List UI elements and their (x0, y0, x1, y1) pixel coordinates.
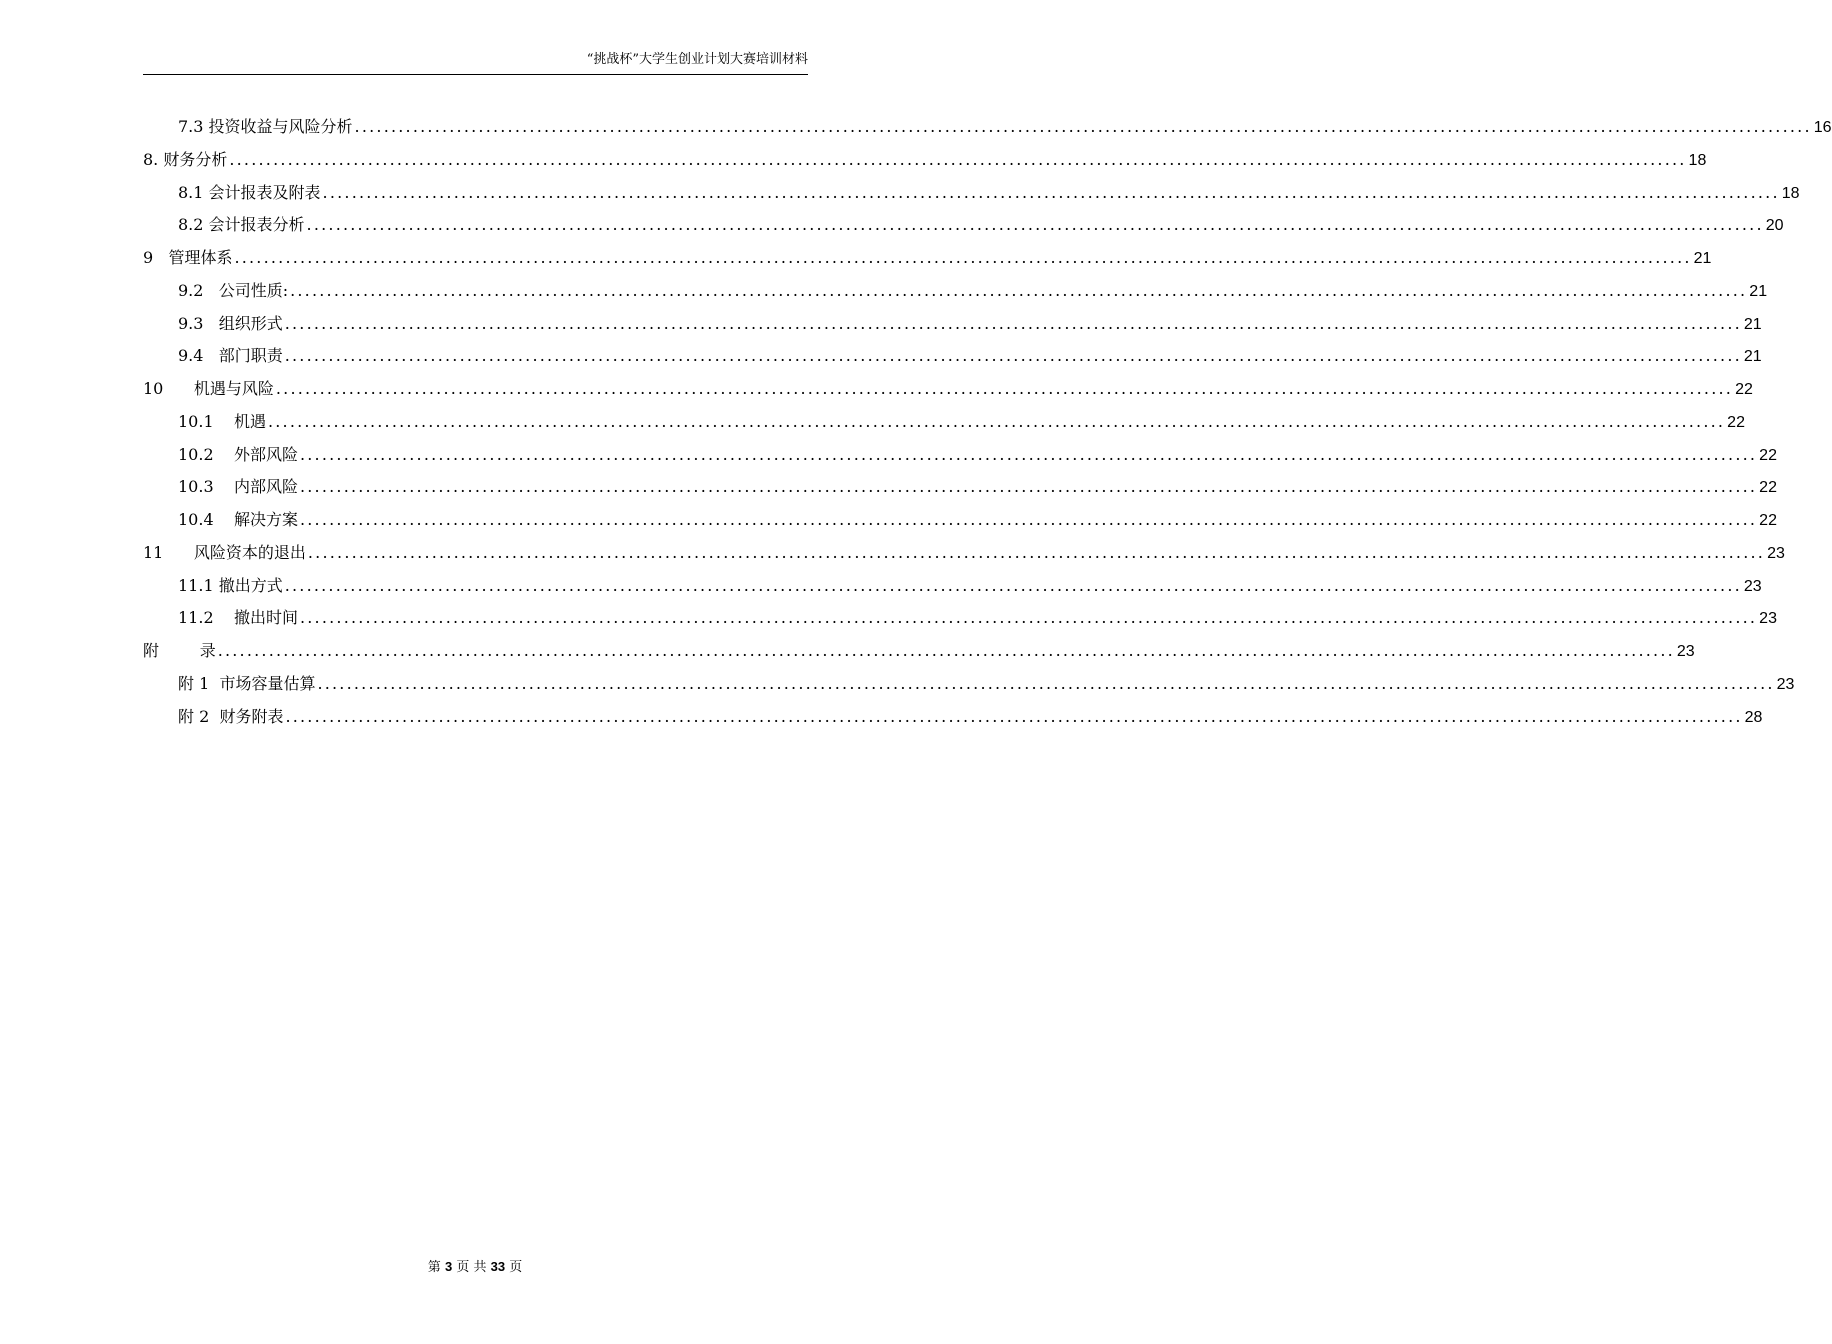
toc-entry-page: 22 (1735, 381, 1753, 398)
toc-entry-title: 10.3 内部风险 (178, 477, 298, 497)
footer-middle: 页 共 (456, 1260, 487, 1275)
toc-entry-page: 23 (1676, 643, 1695, 660)
toc-dot-leader: ........................................................................................................................................................................................................ (229, 149, 1687, 169)
toc-entry-title: 9.4 部门职责 (178, 346, 283, 366)
toc-dot-leader: ........................................................................................................................................................................................................ (317, 673, 1775, 693)
toc-entry-page: 20 (1765, 217, 1784, 235)
toc-entry-page: 16 (1813, 119, 1832, 136)
toc-entry[interactable] (143, 703, 1763, 736)
page-header (143, 50, 808, 75)
table-of-contents (143, 113, 1832, 735)
toc-entry[interactable] (143, 572, 1762, 605)
toc-entry-title: 附 录 (143, 641, 216, 660)
toc-dot-leader: ........................................................................................................................................................................................................ (275, 379, 1734, 398)
footer-current-page: 3 (444, 1259, 453, 1274)
toc-entry-title: 8. 财务分析 (143, 149, 228, 169)
toc-entry[interactable] (143, 113, 1832, 146)
toc-entry-page: 21 (1693, 250, 1712, 267)
toc-entry-title: 10 机遇与风险 (143, 379, 274, 398)
toc-entry-title: 11.1 撤出方式 (178, 575, 283, 595)
toc-entry-title: 8.2 会计报表分析 (178, 215, 305, 235)
toc-entry-title: 7.3 投资收益与风险分析 (178, 117, 353, 136)
toc-entry[interactable] (143, 342, 1762, 375)
toc-entry[interactable] (143, 375, 1753, 408)
toc-dot-leader: ........................................................................................................................................................................................................ (284, 575, 1742, 595)
toc-dot-leader: ........................................................................................................................................................................................................ (299, 510, 1758, 529)
toc-entry-page: 23 (1743, 577, 1762, 595)
footer-total-pages: 33 (490, 1259, 506, 1274)
toc-dot-leader: ........................................................................................................................................................................................................ (284, 346, 1742, 366)
toc-entry-title: 附 1 市场容量估算 (178, 673, 316, 693)
toc-dot-leader: ........................................................................................................................................................................................................ (299, 477, 1758, 497)
page-footer (0, 1257, 950, 1278)
toc-dot-leader: ........................................................................................................................................................................................................ (306, 215, 1764, 235)
toc-dot-leader: ........................................................................................................................................................................................................ (299, 444, 1758, 464)
toc-dot-leader: ........................................................................................................................................................................................................ (307, 542, 1766, 562)
toc-dot-leader: ........................................................................................................................................................................................................ (322, 182, 1780, 202)
toc-entry-page: 23 (1767, 544, 1785, 562)
toc-entry[interactable] (143, 539, 1785, 572)
toc-entry[interactable] (143, 408, 1745, 441)
toc-dot-leader: ........................................................................................................................................................................................................ (290, 280, 1748, 300)
toc-entry[interactable] (143, 277, 1768, 310)
toc-entry-page: 22 (1759, 446, 1777, 464)
toc-entry-title: 10.2 外部风险 (178, 444, 298, 464)
toc-dot-leader: ........................................................................................................................................................................................................ (354, 117, 1812, 136)
toc-entry[interactable] (143, 441, 1777, 474)
toc-dot-leader: ........................................................................................................................................................................................................ (217, 641, 1675, 660)
toc-entry[interactable] (143, 604, 1777, 637)
toc-entry[interactable] (143, 244, 1712, 277)
toc-entry-title: 11 风险资本的退出 (143, 542, 306, 562)
toc-entry-title: 9 管理体系 (143, 248, 233, 267)
toc-entry-title: 10.1 机遇 (178, 411, 266, 431)
toc-entry-page: 22 (1759, 479, 1777, 497)
toc-entry-page: 21 (1749, 282, 1768, 300)
toc-entry-title: 10.4 解决方案 (178, 510, 298, 529)
toc-entry[interactable] (143, 473, 1777, 506)
toc-entry-page: 18 (1688, 151, 1707, 169)
footer-prefix: 第 (427, 1260, 441, 1275)
toc-entry[interactable] (143, 670, 1795, 703)
toc-entry[interactable] (143, 211, 1784, 244)
toc-dot-leader: ........................................................................................................................................................................................................ (267, 411, 1726, 431)
toc-entry[interactable] (143, 637, 1695, 670)
toc-entry-page: 21 (1743, 348, 1762, 366)
toc-entry-page: 18 (1781, 184, 1800, 202)
toc-entry-title: 8.1 会计报表及附表 (178, 182, 321, 202)
toc-entry-page: 21 (1743, 315, 1762, 333)
toc-dot-leader: ........................................................................................................................................................................................................ (299, 608, 1758, 628)
toc-entry-page: 22 (1727, 413, 1745, 431)
toc-entry-page: 22 (1759, 512, 1777, 529)
toc-entry-page: 28 (1744, 708, 1763, 726)
toc-entry-title: 11.2 撤出时间 (178, 608, 298, 628)
toc-entry-page: 23 (1776, 675, 1795, 693)
toc-entry[interactable] (143, 146, 1707, 179)
toc-entry-page: 23 (1759, 610, 1777, 628)
header-title: “挑战杯”大学生创业计划大赛培训材料 (586, 52, 808, 67)
toc-entry[interactable] (143, 506, 1777, 539)
toc-entry-title: 9.3 组织形式 (178, 313, 283, 333)
toc-dot-leader: ........................................................................................................................................................................................................ (284, 313, 1742, 333)
footer-suffix: 页 (509, 1260, 523, 1275)
toc-entry[interactable] (143, 310, 1762, 343)
toc-entry-title: 附 2 财务附表 (178, 706, 284, 726)
toc-entry-title: 9.2 公司性质: (178, 280, 289, 300)
toc-dot-leader: ........................................................................................................................................................................................................ (234, 248, 1692, 267)
toc-dot-leader: ........................................................................................................................................................................................................ (285, 706, 1743, 726)
toc-entry[interactable] (143, 179, 1800, 212)
